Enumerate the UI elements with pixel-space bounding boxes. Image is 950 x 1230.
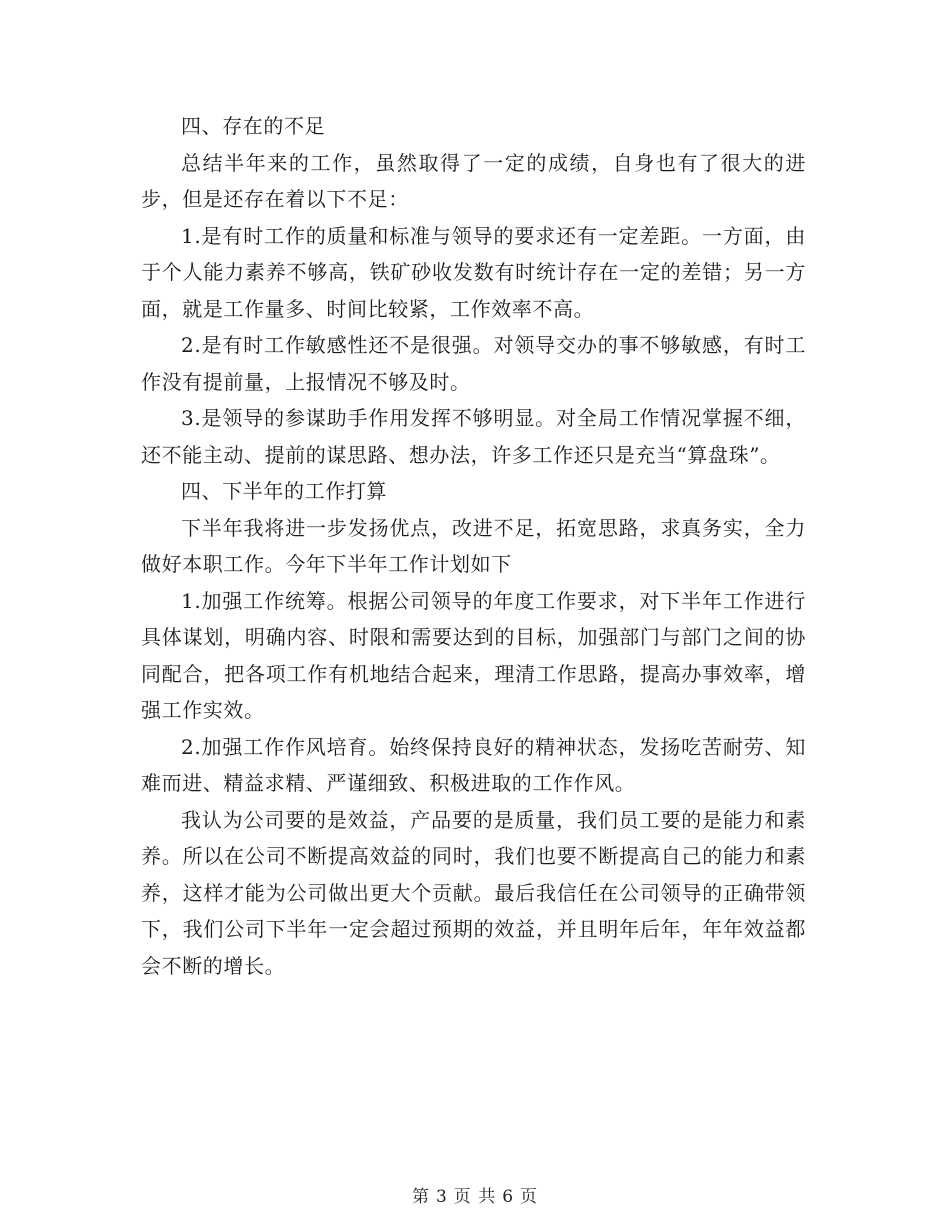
paragraph-plan-2: 2.加强工作作风培育。始终保持良好的精神状态，发扬吃苦耐劳、知难而进、精益求精、严谨细致、积极进取的工作作风。 [141, 734, 806, 795]
page-footer [0, 1182, 950, 1207]
document-body [141, 108, 806, 984]
footer-middle: 页 共 [453, 1187, 497, 1207]
paragraph-plan-1: 1.加强工作统筹。根据公司领导的年度工作要求，对下半年工作进行具体谋划，明确内容、时限和需要达到的目标，加强部门与部门之间的协同配合，把各项工作有机地结合起来，理清工作思路，提高办事效率，增强工作实效。 [141, 588, 806, 722]
section-heading-shortcomings: 四、存在的不足 [181, 114, 326, 138]
footer-prefix: 第 [411, 1187, 430, 1207]
footer-total-pages: 6 [502, 1187, 515, 1207]
footer-current-page: 3 [435, 1187, 448, 1207]
paragraph-shortcoming-2: 2.是有时工作敏感性还不是很强。对领导交办的事不够敏感，有时工作没有提前量，上报情况不够及时。 [141, 333, 806, 394]
paragraph-plan-intro: 下半年我将进一步发扬优点，改进不足，拓宽思路，求真务实，全力做好本职工作。今年下半年工作计划如下 [141, 515, 806, 576]
footer-suffix: 页 [520, 1187, 539, 1207]
paragraph-shortcoming-1: 1.是有时工作的质量和标准与领导的要求还有一定差距。一方面，由于个人能力素养不够高，铁矿砂收发数有时统计存在一定的差错；另一方面，就是工作量多、时间比较紧，工作效率不高。 [141, 223, 806, 321]
paragraph-summary: 总结半年来的工作，虽然取得了一定的成绩，自身也有了很大的进步，但是还存在着以下不足： [141, 150, 806, 211]
paragraph-conclusion: 我认为公司要的是效益，产品要的是质量，我们员工要的是能力和素养。所以在公司不断提高效益的同时，我们也要不断提高自己的能力和素养，这样才能为公司做出更大个贡献。最后我信任在公司领导的正确带领下，我们公司下半年一定会超过预期的效益，并且明年后年，年年效益都会不断的增长。 [141, 807, 806, 978]
section-heading-plan: 四、下半年的工作打算 [181, 479, 387, 503]
paragraph-shortcoming-3: 3.是领导的参谋助手作用发挥不够明显。对全局工作情况掌握不细，还不能主动、提前的谋思路、想办法，许多工作还只是充当“算盘珠”。 [141, 406, 806, 467]
